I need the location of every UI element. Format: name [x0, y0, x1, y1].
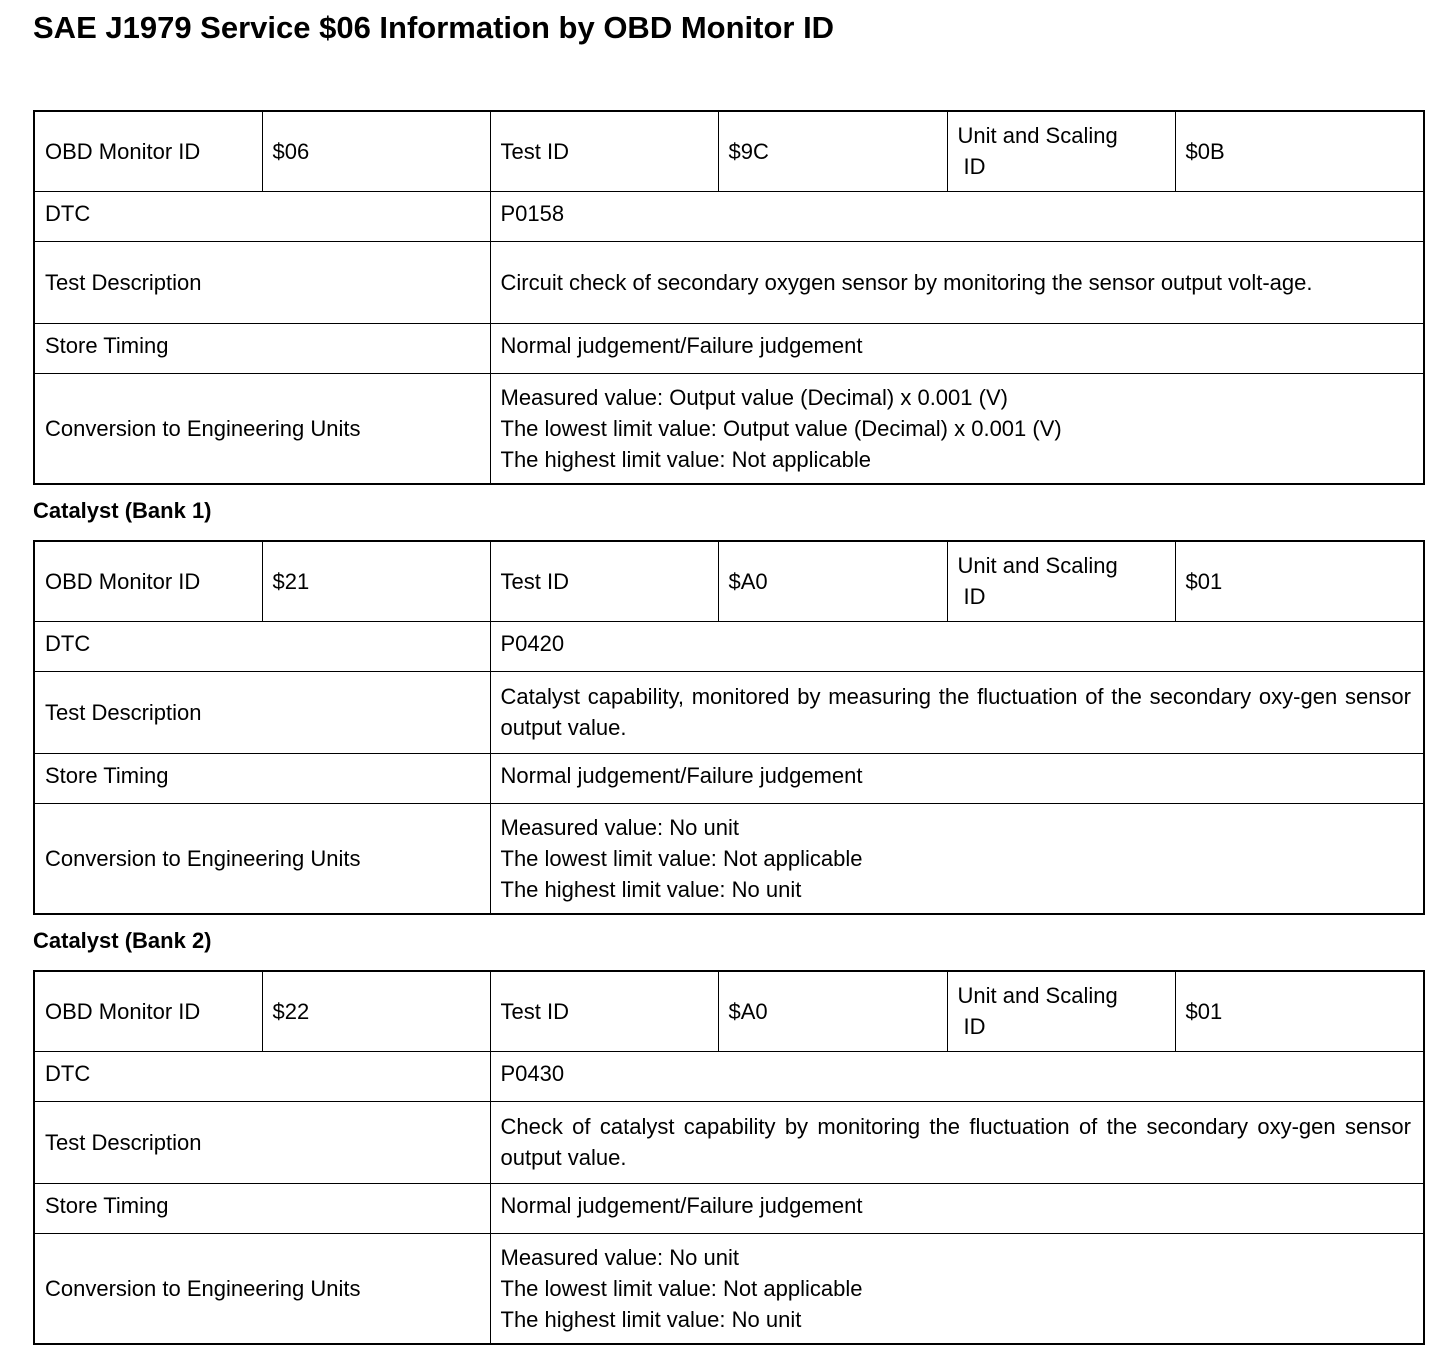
table-row	[34, 971, 1424, 1051]
unit-scaling-label-line: ID	[963, 584, 986, 610]
table-row	[34, 373, 1424, 484]
page-title: SAE J1979 Service $06 Information by OBD Monitor ID	[33, 10, 835, 45]
table-row	[34, 191, 1424, 241]
unit-scaling-label-line: ID	[963, 1014, 986, 1040]
document-page	[33, 0, 1423, 1345]
test-description-label: Test Description	[34, 241, 490, 323]
conversion-label: Conversion to Engineering Units	[34, 1233, 490, 1344]
obd-monitor-id-value: $22	[262, 971, 490, 1051]
conversion-line: The highest limit value: Not applicable	[500, 446, 872, 472]
unit-scaling-label-line: ID	[963, 154, 986, 180]
conversion-value	[490, 373, 1424, 484]
obd-monitor-id-label: OBD Monitor ID	[34, 111, 262, 191]
sections-container	[33, 55, 1423, 1345]
conversion-value	[490, 1233, 1424, 1344]
unit-scaling-id-label	[947, 541, 1175, 621]
section-heading	[33, 55, 1423, 110]
dtc-value: P0158	[490, 191, 1424, 241]
conversion-line: The lowest limit value: Output value (Decimal) x 0.001 (V)	[500, 415, 1062, 441]
store-timing-value: Normal judgement/Failure judgement	[490, 753, 1424, 803]
unit-scaling-id-value: $0B	[1175, 111, 1424, 191]
test-id-label: Test ID	[490, 111, 718, 191]
unit-scaling-id-label	[947, 111, 1175, 191]
obd-monitor-id-label: OBD Monitor ID	[34, 541, 262, 621]
monitor-section	[33, 915, 1423, 1345]
obd-monitor-id-value: $21	[262, 541, 490, 621]
test-id-value: $A0	[718, 971, 947, 1051]
conversion-line: Measured value: Output value (Decimal) x 0.001 (V)	[500, 384, 1008, 410]
store-timing-label: Store Timing	[34, 1183, 490, 1233]
monitor-table	[33, 540, 1425, 915]
section-heading: Catalyst (Bank 1)	[33, 498, 212, 523]
dtc-label: DTC	[34, 621, 490, 671]
dtc-label: DTC	[34, 191, 490, 241]
unit-scaling-label-line: Unit and Scaling	[957, 123, 1118, 149]
obd-monitor-id-value: $06	[262, 111, 490, 191]
table-row	[34, 1233, 1424, 1344]
unit-scaling-label-line: Unit and Scaling	[957, 553, 1118, 579]
unit-scaling-label-line: Unit and Scaling	[957, 983, 1118, 1009]
test-description-label: Test Description	[34, 671, 490, 753]
monitor-table	[33, 970, 1425, 1345]
conversion-label: Conversion to Engineering Units	[34, 373, 490, 484]
store-timing-label: Store Timing	[34, 323, 490, 373]
monitor-table	[33, 110, 1425, 485]
section-heading: Catalyst (Bank 2)	[33, 928, 212, 953]
conversion-line: The lowest limit value: Not applicable	[500, 845, 863, 871]
monitor-section	[33, 485, 1423, 915]
conversion-line: Measured value: No unit	[500, 1244, 739, 1270]
test-id-label: Test ID	[490, 971, 718, 1051]
conversion-line: The highest limit value: No unit	[500, 1306, 802, 1332]
store-timing-value: Normal judgement/Failure judgement	[490, 1183, 1424, 1233]
table-row	[34, 671, 1424, 753]
table-row	[34, 1051, 1424, 1101]
table-row	[34, 803, 1424, 914]
store-timing-label: Store Timing	[34, 753, 490, 803]
obd-monitor-id-label: OBD Monitor ID	[34, 971, 262, 1051]
test-description-value: Check of catalyst capability by monitoring the fluctuation of the secondary oxy-gen sensor output value.	[490, 1101, 1424, 1183]
test-id-value: $A0	[718, 541, 947, 621]
test-description-label: Test Description	[34, 1101, 490, 1183]
table-row	[34, 1101, 1424, 1183]
conversion-line: The highest limit value: No unit	[500, 876, 802, 902]
conversion-line: The lowest limit value: Not applicable	[500, 1275, 863, 1301]
unit-scaling-id-label	[947, 971, 1175, 1051]
test-id-value: $9C	[718, 111, 947, 191]
monitor-section	[33, 55, 1423, 485]
dtc-value: P0420	[490, 621, 1424, 671]
store-timing-value: Normal judgement/Failure judgement	[490, 323, 1424, 373]
test-description-value: Circuit check of secondary oxygen sensor by monitoring the sensor output volt-age.	[490, 241, 1424, 323]
table-row	[34, 111, 1424, 191]
table-row	[34, 323, 1424, 373]
test-description-value: Catalyst capability, monitored by measuring the fluctuation of the secondary oxy-gen sensor output value.	[490, 671, 1424, 753]
table-row	[34, 241, 1424, 323]
dtc-value: P0430	[490, 1051, 1424, 1101]
unit-scaling-id-value: $01	[1175, 541, 1424, 621]
table-row	[34, 541, 1424, 621]
table-row	[34, 1183, 1424, 1233]
table-row	[34, 621, 1424, 671]
conversion-label: Conversion to Engineering Units	[34, 803, 490, 914]
dtc-label: DTC	[34, 1051, 490, 1101]
conversion-line: Measured value: No unit	[500, 814, 739, 840]
conversion-value	[490, 803, 1424, 914]
test-id-label: Test ID	[490, 541, 718, 621]
table-row	[34, 753, 1424, 803]
unit-scaling-id-value: $01	[1175, 971, 1424, 1051]
